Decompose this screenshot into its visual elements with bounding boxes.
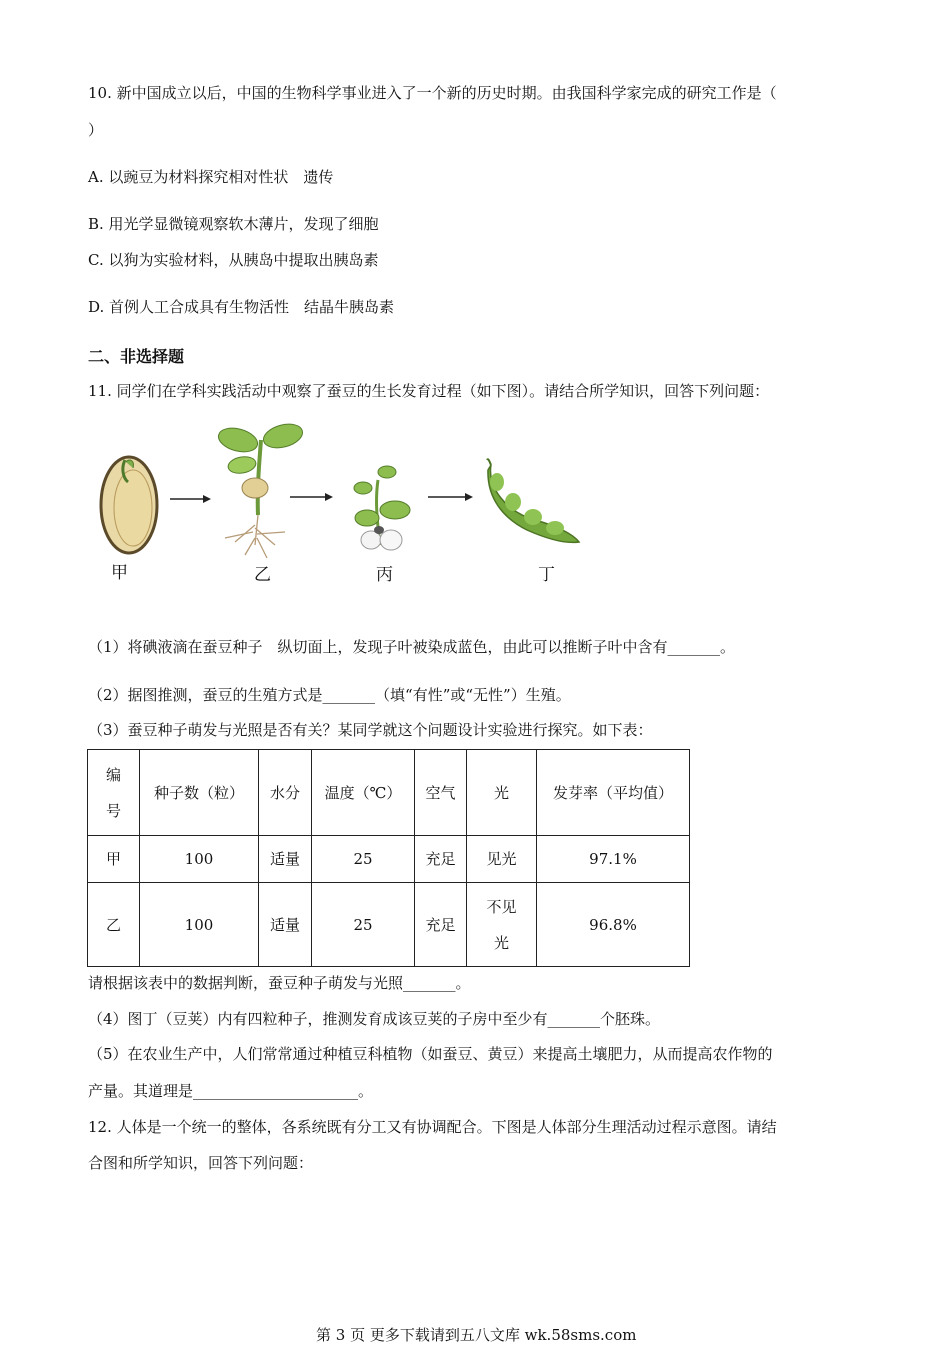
arrow-icon <box>290 493 333 501</box>
header-seeds: 种子数（粒） <box>140 750 259 836</box>
cell-air: 充足 <box>415 883 467 967</box>
cell-no: 甲 <box>88 836 140 883</box>
cell-light: 见光 <box>467 836 537 883</box>
q12-line2: 合图和所学知识，回答下列问题： <box>88 1154 314 1172</box>
cell-air: 充足 <box>415 836 467 883</box>
header-no: 编 号 <box>88 750 140 836</box>
cell-seeds: 100 <box>140 883 259 967</box>
q11-sub3: （3）蚕豆种子萌发与光照是否有关？某同学就这个问题设计实验进行探究。如下表： <box>88 721 653 739</box>
figure-label-jia: 甲 <box>111 563 128 583</box>
cell-temp: 25 <box>312 883 415 967</box>
q10-stem-line2: ） <box>88 121 104 139</box>
arrow-icon <box>428 493 473 501</box>
header-water: 水分 <box>259 750 312 836</box>
q12-line1: 12. 人体是一个统一的整体，各系统既有分工又有协调配合。下图是人体部分生理活动过程示意图。请结 <box>88 1118 777 1136</box>
figure-label-yi: 乙 <box>254 565 271 585</box>
q11-after-table: 请根据该表中的数据判断，蚕豆种子萌发与光照_______。 <box>88 974 471 992</box>
q11-sub2: （2）据图推测，蚕豆的生殖方式是_______（填“有性”或“无性”）生殖。 <box>88 686 571 704</box>
arrow-icon <box>170 495 211 503</box>
header-light: 光 <box>467 750 537 836</box>
section-title: 二、非选择题 <box>88 347 185 366</box>
cell-water: 适量 <box>259 836 312 883</box>
q11-stem: 11. 同学们在学科实践活动中观察了蚕豆的生长发育过程（如下图）。请结合所学知识，回答下列问题： <box>88 382 770 400</box>
q11-sub1: （1）将碘液滴在蚕豆种子 纵切面上，发现子叶被染成蓝色，由此可以推断子叶中含有_______。 <box>88 638 736 656</box>
q11-sub5-line1: （5）在农业生产中，人们常常通过种植豆科植物（如蚕豆、黄豆）来提高土壤肥力，从而提高农作物的 <box>88 1045 773 1063</box>
cell-seeds: 100 <box>140 836 259 883</box>
cell-water: 适量 <box>259 883 312 967</box>
q10-stem-line1: 10. 新中国成立以后，中国的生物科学事业进入了一个新的历史时期。由我国科学家完成的研究工作是（ <box>88 84 777 102</box>
figure-label-bing: 丙 <box>376 565 393 585</box>
bean-pod-illustration <box>487 459 579 542</box>
cell-no: 乙 <box>88 883 140 967</box>
header-air: 空气 <box>415 750 467 836</box>
cell-rate: 97.1% <box>537 836 690 883</box>
seed-illustration <box>101 457 157 553</box>
flowering-plant-illustration <box>354 466 410 550</box>
bean-development-figure <box>95 420 595 590</box>
cell-rate: 96.8% <box>537 883 690 967</box>
experiment-table <box>87 749 690 967</box>
figure-label-ding: 丁 <box>538 565 555 585</box>
table-header-row <box>88 750 690 836</box>
q10-option-b: B. 用光学显微镜观察软木薄片，发现了细胞 <box>88 215 379 233</box>
q10-option-c: C. 以狗为实验材料，从胰岛中提取出胰岛素 <box>88 251 379 269</box>
q11-sub5-line2: 产量。其道理是______________________。 <box>88 1082 374 1100</box>
table-row <box>88 836 690 883</box>
header-rate: 发芽率（平均值） <box>537 750 690 836</box>
table-row <box>88 883 690 967</box>
page-footer: 第 3 页 更多下载请到五八文库 wk.58sms.com <box>316 1326 637 1344</box>
cell-temp: 25 <box>312 836 415 883</box>
q10-option-a: A. 以豌豆为材料探究相对性状 遗传 <box>88 168 334 186</box>
cell-light: 不见 光 <box>467 883 537 967</box>
header-temp: 温度（℃） <box>312 750 415 836</box>
seedling-illustration <box>216 420 305 558</box>
q11-sub4: （4）图丁（豆荚）内有四粒种子，推测发育成该豆荚的子房中至少有_______个胚珠。 <box>88 1010 661 1028</box>
q10-option-d: D. 首例人工合成具有生物活性 结晶牛胰岛素 <box>88 298 395 316</box>
